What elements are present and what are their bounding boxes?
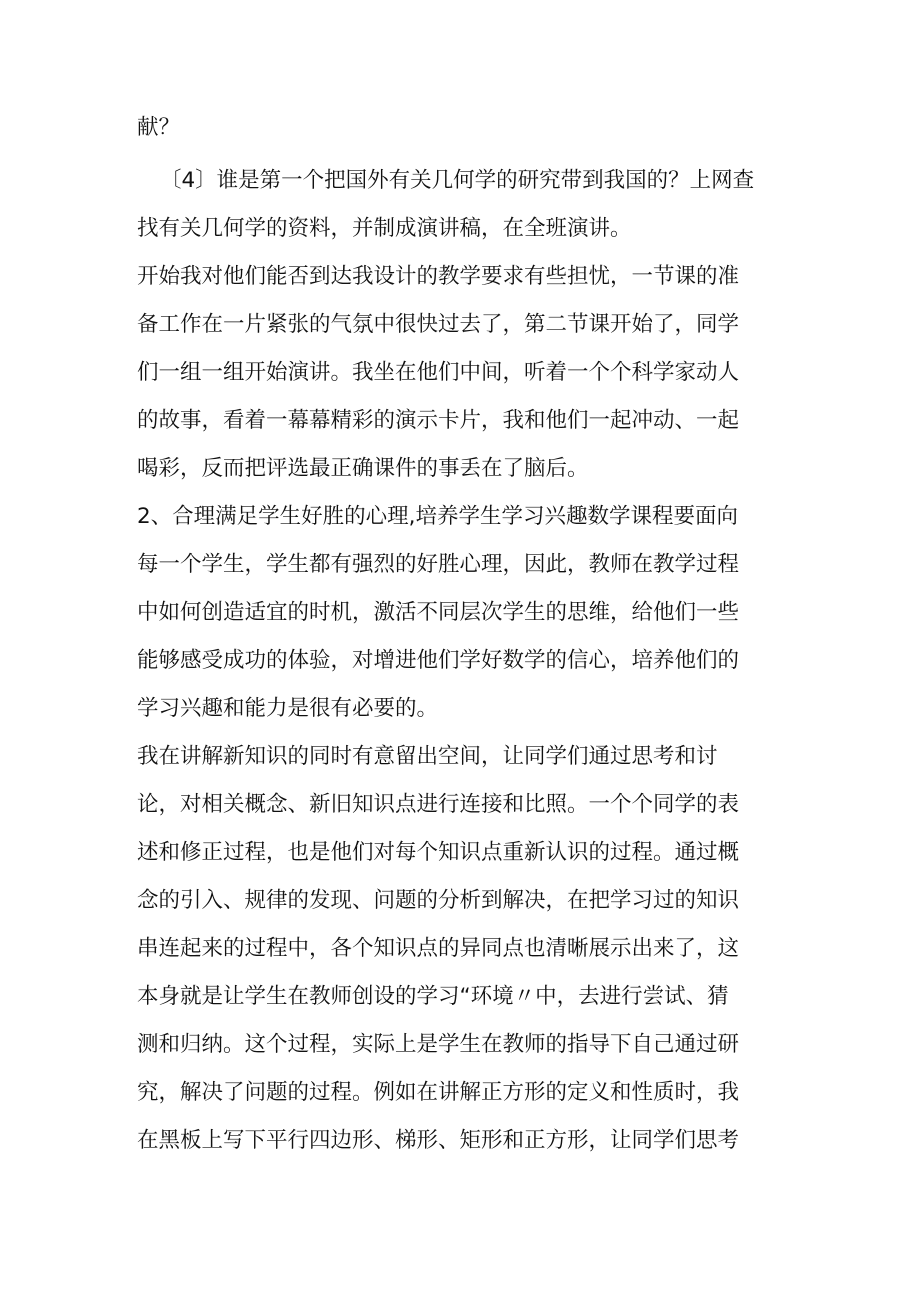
text-line: 每一个学生，学生都有强烈的好胜心理，因此，教师在教学过程 xyxy=(137,552,740,577)
text-line: 述和修正过程，也是他们对每个知识点重新认识的过程。通过概 xyxy=(137,840,740,865)
text-line: 找有关几何学的资料，并制成演讲稿，在全班演讲。 xyxy=(137,216,632,241)
text-line: 〔4〕谁是第一个把国外有关几何学的研究带到我国的？上网查 xyxy=(160,168,755,193)
text-line: 中如何创造适宜的时机，激活不同层次学生的思维，给他们一些 xyxy=(137,600,740,625)
text-line: 们一组一组开始演讲。我坐在他们中间，听着一个个科学家动人 xyxy=(137,360,740,385)
text-line: 念的引入、规律的发现、问题的分析到解决，在把学习过的知识 xyxy=(137,888,740,913)
text-line: 本身就是让学生在教师创设的学习“环境〃中，去进行尝试、猜 xyxy=(137,984,729,1009)
text-line: 究，解决了问题的过程。例如在讲解正方形的定义和性质时，我 xyxy=(137,1080,740,1105)
text-line: 的故事，看着一幕幕精彩的演示卡片，我和他们一起冲动、一起 xyxy=(137,408,740,433)
text-line: 献？ xyxy=(137,115,181,140)
text-line: 论，对相关概念、新旧知识点进行连接和比照。一个个同学的表 xyxy=(137,792,740,817)
text-line: 2、合理满足学生好胜的心理,培养学生学习兴趣数学课程要面向 xyxy=(137,504,739,529)
text-line: 我在讲解新知识的同时有意留出空间，让同学们通过思考和讨 xyxy=(137,744,718,769)
text-line: 串连起来的过程中，各个知识点的异同点也清晰展示出来了，这 xyxy=(137,936,740,961)
text-line: 开始我对他们能否到达我设计的教学要求有些担忧，一节课的准 xyxy=(137,264,740,289)
text-line: 在黑板上写下平行四边形、梯形、矩形和正方形，让同学们思考 xyxy=(137,1128,740,1153)
text-line: 备工作在一片紧张的气氛中很快过去了，第二节课开始了，同学 xyxy=(137,312,740,337)
text-line: 喝彩，反而把评选最正确课件的事丢在了脑后。 xyxy=(137,456,589,481)
text-line: 测和归纳。这个过程，实际上是学生在教师的指导下自己通过研 xyxy=(137,1032,740,1057)
text-line: 学习兴趣和能力是很有必要的。 xyxy=(137,696,439,721)
text-line: 能够感受成功的体验，对增进他们学好数学的信心，培养他们的 xyxy=(137,648,740,673)
